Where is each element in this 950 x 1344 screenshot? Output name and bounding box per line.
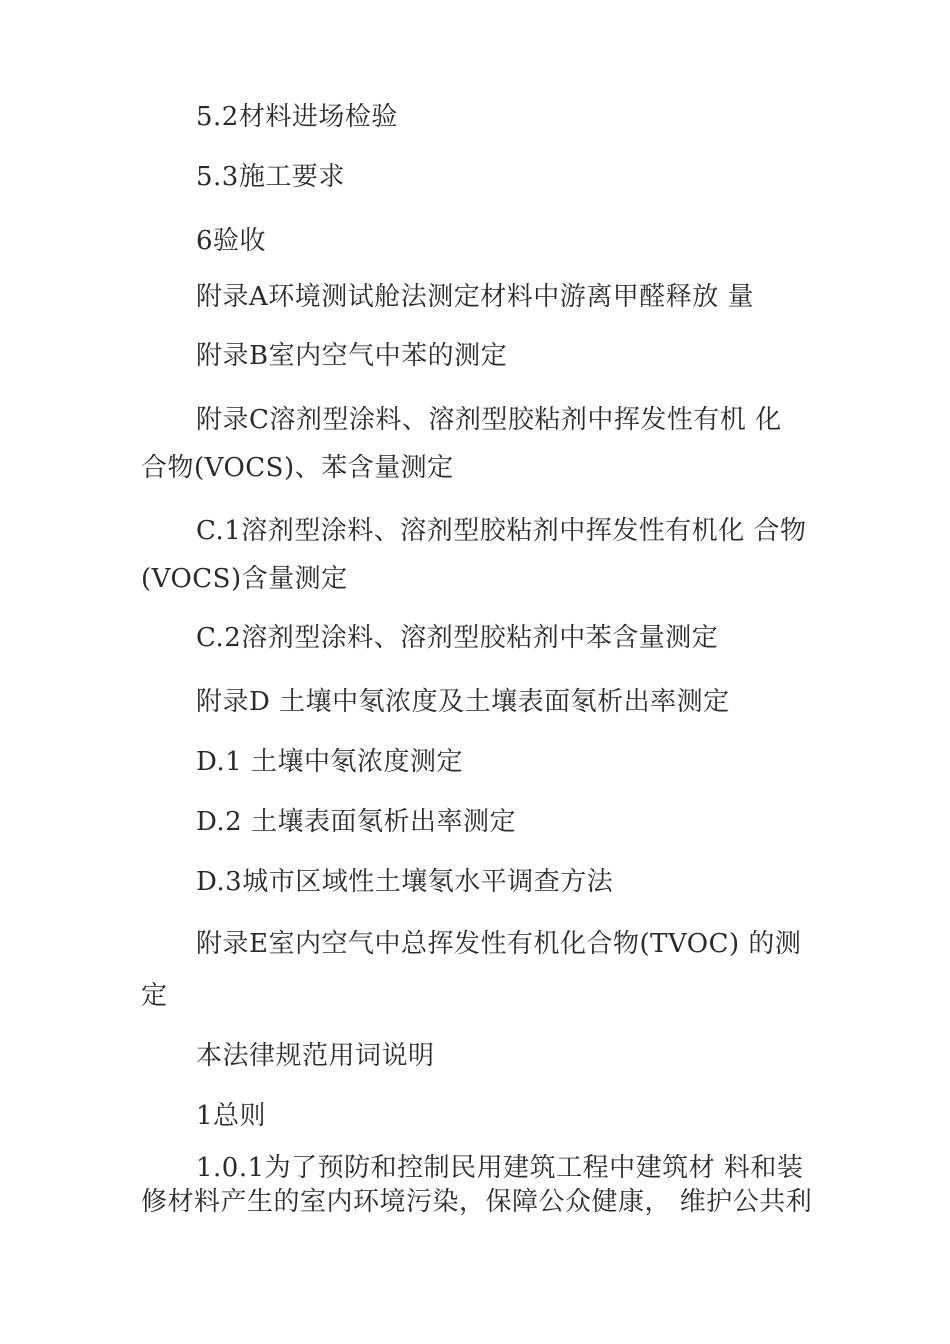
toc-entry-d-1: D.1 土壤中氡浓度测定 [196, 747, 463, 777]
section-heading-general: 1总则 [196, 1101, 267, 1131]
toc-entry-appendix-d: 附录D 土壤中氡浓度及土壤表面氡析出率测定 [196, 687, 730, 717]
toc-entry-appendix-c: 附录C溶剂型涂料、溶剂型胶粘剂中挥发性有机 化 [196, 405, 782, 435]
toc-entry-d-3: D.3城市区域性土壤氡水平调查方法 [196, 867, 614, 897]
toc-entry-appendix-e: 附录E室内空气中总挥发性有机化合物(TVOC) 的测 [196, 929, 802, 959]
clause-1-0-1: 1.0.1为了预防和控制民用建筑工程中建筑材 料和装 [196, 1153, 804, 1183]
toc-entry-c-1-cont: (VOCS)含量测定 [141, 564, 348, 594]
toc-entry-6: 6验收 [196, 226, 267, 256]
toc-entry-appendix-c-cont: 合物(VOCS)、苯含量测定 [141, 453, 454, 483]
toc-entry-5-2: 5.2材料进场检验 [196, 102, 398, 132]
toc-entry-appendix-e-cont: 定 [141, 981, 168, 1011]
toc-entry-d-2: D.2 土壤表面氡析出率测定 [196, 807, 516, 837]
toc-entry-c-2: C.2溶剂型涂料、溶剂型胶粘剂中苯含量测定 [196, 623, 719, 653]
toc-entry-appendix-b: 附录B室内空气中苯的测定 [196, 341, 508, 371]
toc-entry-appendix-a: 附录A环境测试舱法测定材料中游离甲醛释放 量 [196, 282, 755, 312]
toc-entry-5-3: 5.3施工要求 [196, 162, 345, 192]
toc-entry-c-1: C.1溶剂型涂料、溶剂型胶粘剂中挥发性有机化 合物 [196, 516, 807, 546]
clause-1-0-1-cont: 修材料产生的室内环境污染，保障公众健康， 维护公共利 [141, 1187, 813, 1217]
toc-entry-usage-notes: 本法律规范用词说明 [196, 1041, 435, 1071]
